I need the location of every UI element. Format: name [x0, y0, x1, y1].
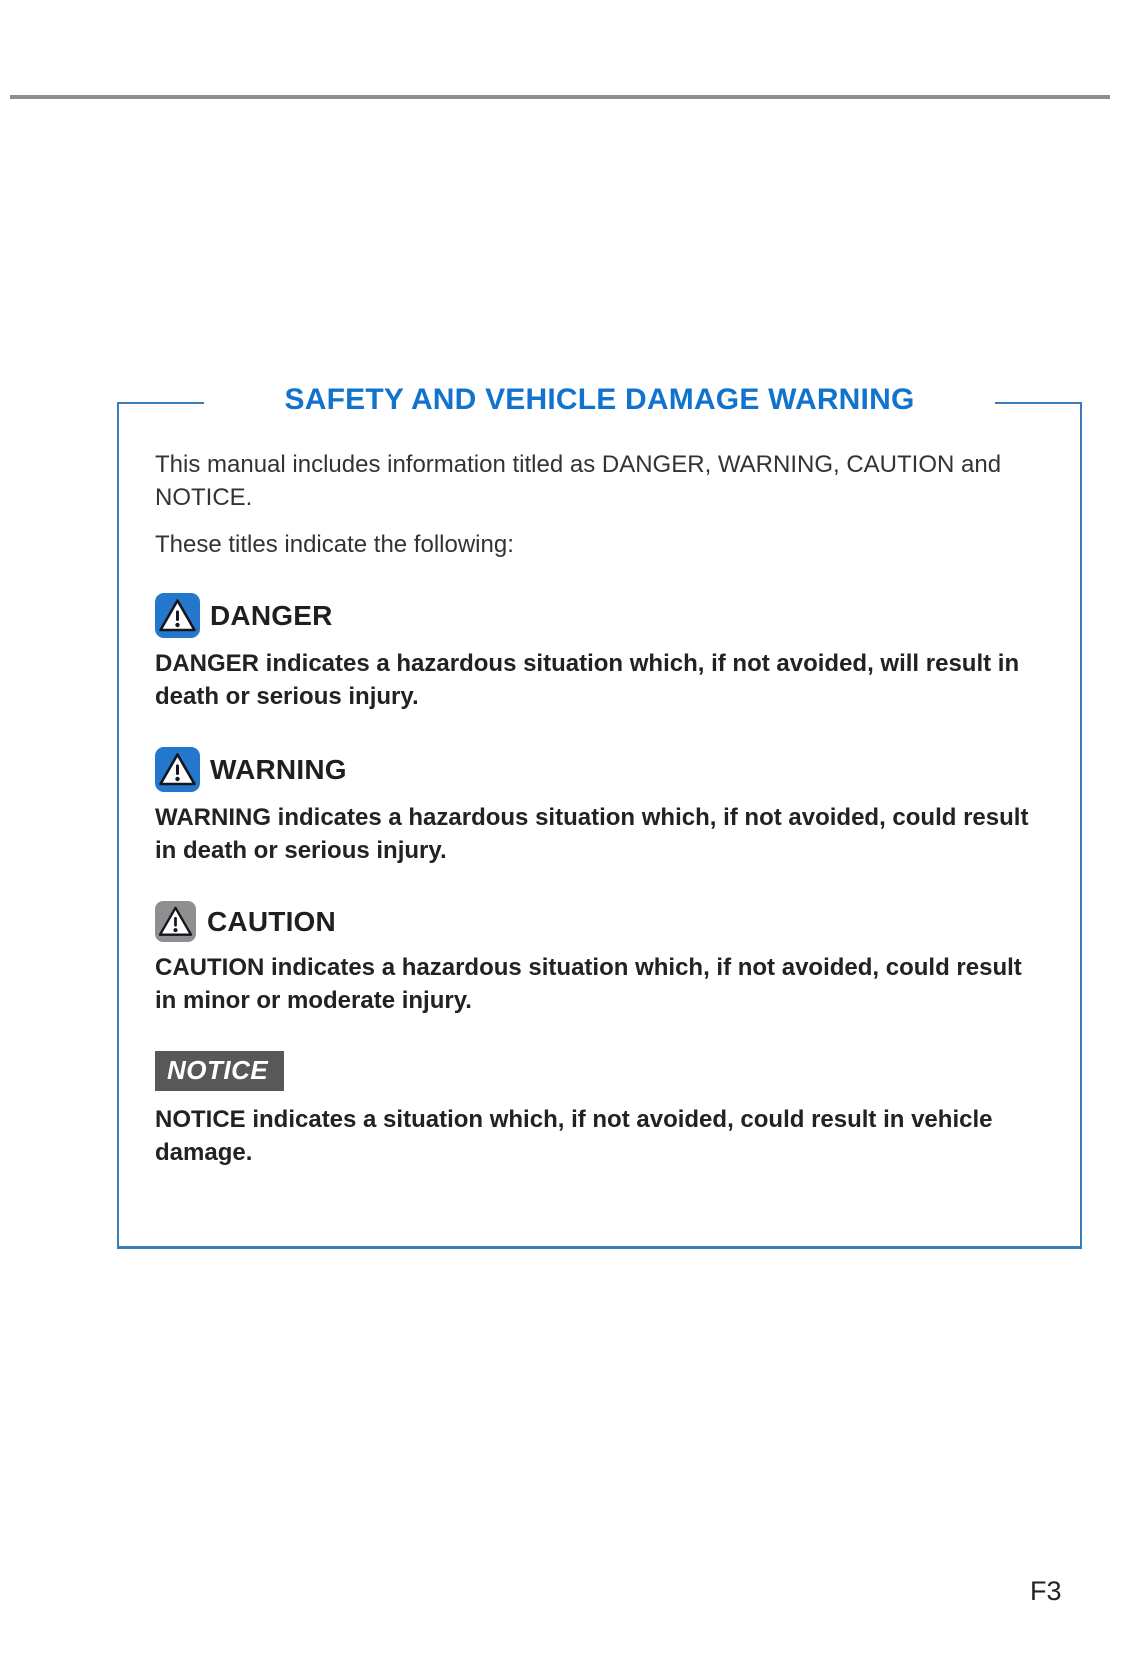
danger-section [155, 593, 1038, 713]
intro-paragraph-2: These titles indicate the following: [155, 531, 514, 558]
warning-label: WARNING [210, 754, 347, 785]
warning-heading-row [155, 747, 1038, 792]
page-number: F3 [1030, 1576, 1062, 1606]
danger-description: DANGER indicates a hazardous situation which, if not avoided, will result in death or serious injury. [155, 650, 1020, 710]
warning-section [155, 747, 1038, 867]
danger-warning-triangle-icon [155, 593, 200, 638]
notice-description: NOTICE indicates a situation which, if not avoided, could result in vehicle damage. [155, 1106, 993, 1166]
notice-badge: NOTICE [155, 1051, 284, 1091]
header-divider-rule [10, 95, 1110, 99]
danger-label: DANGER [210, 600, 333, 631]
notice-section [155, 1051, 1038, 1169]
caution-heading-row [155, 901, 1038, 942]
caution-warning-triangle-icon [155, 901, 196, 942]
safety-warning-box [117, 383, 1082, 1249]
caution-description: CAUTION indicates a hazardous situation which, if not avoided, could result in minor or moderate injury. [155, 954, 1022, 1014]
intro-paragraph: This manual includes information titled as DANGER, WARNING, CAUTION and NOTICE. [155, 451, 1002, 511]
page-title: SAFETY AND VEHICLE DAMAGE WARNING [284, 383, 915, 416]
caution-label: CAUTION [207, 906, 336, 937]
danger-heading-row [155, 593, 1038, 638]
warning-description: WARNING indicates a hazardous situation which, if not avoided, could result in death or serious injury. [155, 804, 1029, 864]
caution-section [155, 901, 1038, 1017]
warning-warning-triangle-icon [155, 747, 200, 792]
box-content [119, 402, 1080, 1169]
